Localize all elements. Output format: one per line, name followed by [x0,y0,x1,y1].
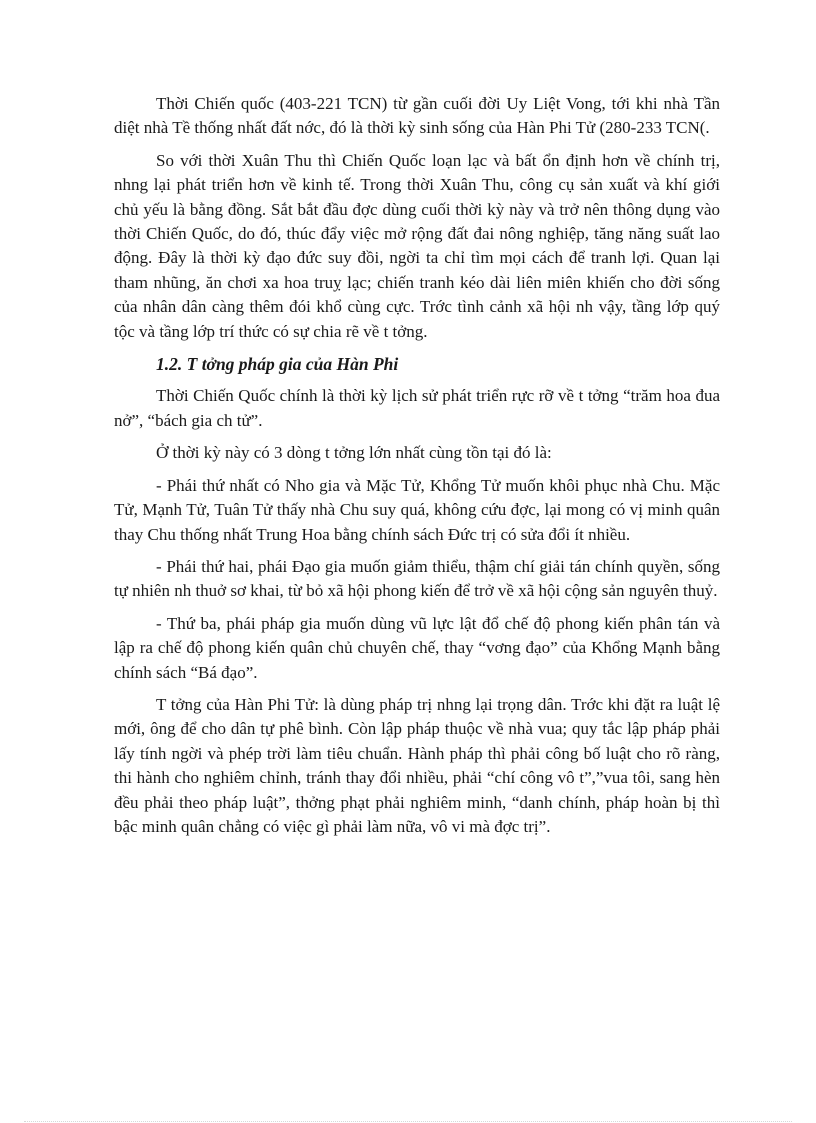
paragraph-warring-states-period: Thời Chiến quốc (403-221 TCN) từ gần cuối đời Uy Liệt Vong, tới khi nhà Tần diệt nhà Tề thống nhất đất nớc, đó là thời kỳ sinh sống của Hàn Phi Tử (280-233 TCN(. [114,94,720,138]
paragraph-three-schools-intro: Ở thời kỳ này có 3 dòng t tởng lớn nhất cùng tồn tại đó là: [156,443,552,463]
paragraph-comparison-spring-autumn: So với thời Xuân Thu thì Chiến Quốc loạn lạc và bất ổn định hơn về chính trị, nhng lại phát triển hơn về kinh tế. Trong thời Xuân Thu, công cụ sản xuất và khí giới chủ yếu là bằng đồng. Sắt bắt đầu đợc dùng cuối thời kỳ này và trở nên thông dụng vào thời Chiến Quốc, do đó, thúc đẩy việc mở rộng đất đai nông nghiệp, tăng năng suất lao động. Đây là thời kỳ đạo đức suy đồi, ngời ta chỉ tìm mọi cách để tranh lợi. Quan lại tham nhũng, ăn chơi xa hoa truỵ lạc; chiến tranh kéo dài liên miên khiến cho đời sống của nhân dân càng thêm đói khổ cùng cực. Trớc tình cảnh xã hội nh vậy, tầng lớp quý tộc và tầng lớp trí thức có sự chia rẽ về t tởng. [114,150,720,341]
paragraph-third-school: - Thứ ba, phái pháp gia muốn dùng vũ lực lật đổ chế độ phong kiến phân tán và lập ra chế độ phong kiến quân chủ chuyên chế, thay “vơng đạo” của Khổng Mạnh bằng chính sách “Bá đạo”. [114,613,720,682]
paragraph-hundred-schools: Thời Chiến Quốc chính là thời kỳ lịch sử phát triển rực rỡ về t tởng “trăm hoa đua nở”, “bách gia ch tử”. [114,386,720,430]
paragraph-first-school: - Phái thứ nhất có Nho gia và Mặc Tử, Khổng Tử muốn khôi phục nhà Chu. Mặc Tử, Mạnh Tử, Tuân Tử thấy nhà Chu suy quá, không cứu đợc, lại mong có vị minh quân thay Chu thống nhất Trung Hoa bằng chính sách Đức trị có sửa đổi ít nhiều. [114,475,720,544]
page-bottom-divider [24,1121,792,1122]
paragraph-second-school: - Phái thứ hai, phái Đạo gia muốn giảm thiểu, thậm chí giải tán chính quyền, sống tự nhiên nh thuở sơ khai, từ bỏ xã hội phong kiến để trở về xã hội cộng sản nguyên thuỷ. [114,556,720,601]
document-page [114,92,720,847]
section-heading: 1.2. T tởng pháp gia của Hàn Phi [156,354,399,375]
paragraph-han-fei-thought: T tởng của Hàn Phi Tử: là dùng pháp trị nhng lại trọng dân. Trớc khi đặt ra luật lệ mới, ông để cho dân tự phê bình. Còn lập pháp thuộc về nhà vua; quy tắc lập pháp phải lấy tính ngời và phép trời làm tiêu chuẩn. Hành pháp thì phải công bố luật cho rõ ràng, thi hành cho nghiêm chỉnh, tránh thay đổi nhiều, phải “chí công vô t”,”vua tôi, sang hèn đều phải theo pháp luật”, thởng phạt phải nghiêm minh, “danh chính, pháp hoàn bị thì bậc minh quân chẳng có việc gì phải làm nữa, vô vi mà đợc trị”. [114,694,720,836]
